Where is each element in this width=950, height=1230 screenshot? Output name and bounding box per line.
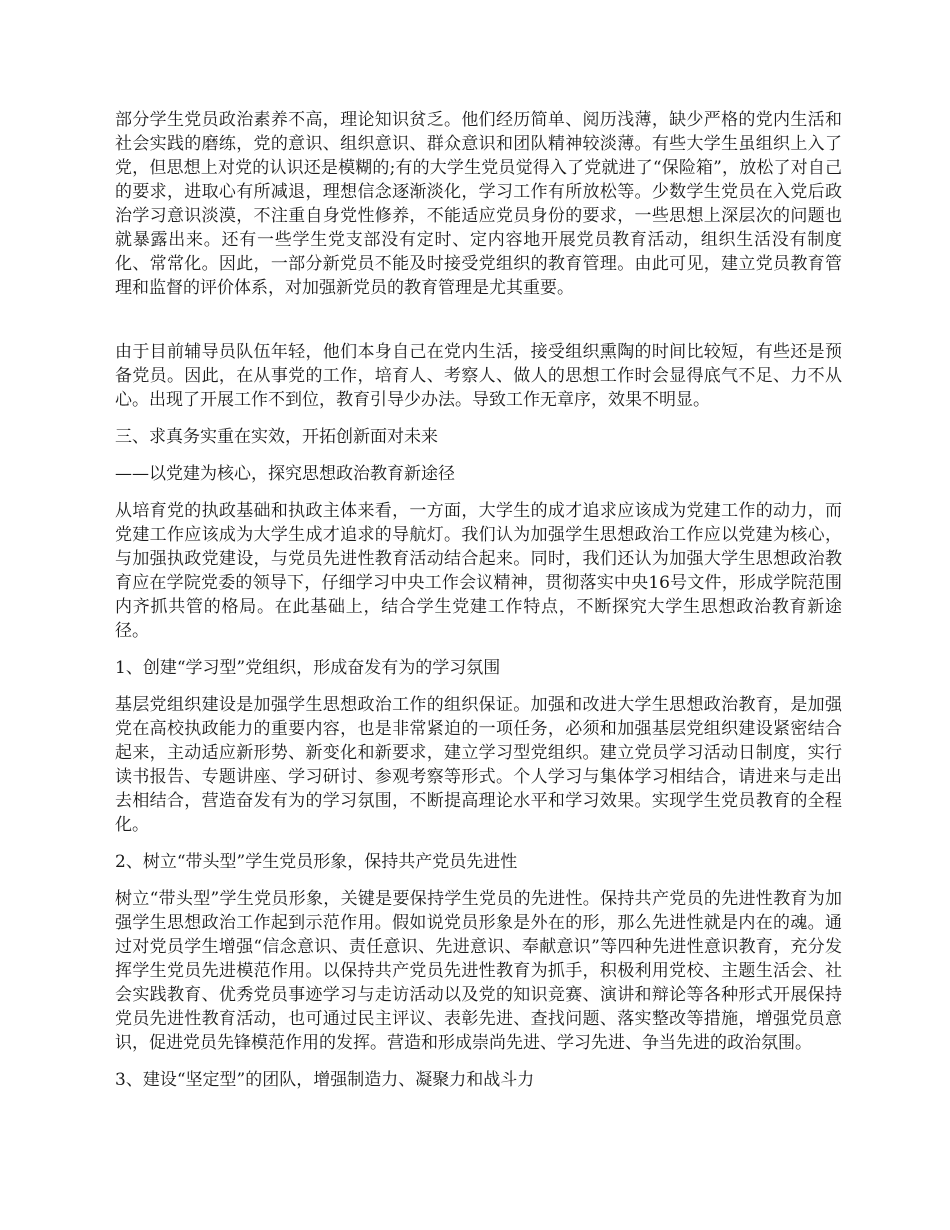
section-subheading: ——以党建为核心，探究思想政治教育新途径 <box>115 464 455 484</box>
paragraph-counselor-team: 由于目前辅导员队伍年轻，他们本身自己在党内生活，接受组织熏陶的时间比较短，有些还是预备党员。因此，在从事党的工作，培育人、考察人、做人的思想工作时会显得底气不足、力不从心。出现了开展工作不到位，教育引导少办法。导致工作无章序，效果不明显。 <box>115 342 842 410</box>
section-heading-3: 三、求真务实重在实效，开拓创新面对未来 <box>115 427 438 447</box>
paragraph-party-building-core: 从培育党的执政基础和执政主体来看，一方面，大学生的成才追求应该成为党建工作的动力，而党建工作应该成为大学生成才追求的导航灯。我们认为加强学生思想政治工作应以党建为核心，与加强执政党建设，与党员先进性教育活动结合起来。同时，我们还认为加强大学生思想政治教育应在学院党委的领导下，仔细学习中央工作会议精神，贯彻落实中央16号文件，形成学院范围内齐抓共管的格局。在此基础上，结合学生党建工作特点，不断探究大学生思想政治教育新途径。 <box>115 501 842 641</box>
document-body <box>115 108 842 1105</box>
subsection-heading-3: 3、建设“坚定型”的团队，增强制造力、凝聚力和战斗力 <box>115 1070 535 1090</box>
paragraph-learning-organization: 基层党组织建设是加强学生思想政治工作的组织保证。加强和改进大学生思想政治教育，是加强党在高校执政能力的重要内容，也是非常紧迫的一项任务，必须和加强基层党组织建设紧密结合起来，主动适应新形势、新变化和新要求，建立学习型党组织。建立党员学习活动日制度，实行读书报告、专题讲座、学习研讨、参观考察等形式。个人学习与集体学习相结合，请进来与走出去相结合，营造奋发有为的学习氛围，不断提高理论水平和学习效果。实现学生党员教育的全程化。 <box>115 695 842 835</box>
subsection-heading-2: 2、树立“带头型”学生党员形象，保持共产党员先进性 <box>115 852 518 872</box>
subsection-heading-1: 1、创建“学习型”党组织，形成奋发有为的学习氛围 <box>115 658 501 678</box>
paragraph-leading-image: 树立“带头型”学生党员形象，关键是要保持学生党员的先进性。保持共产党员的先进性教育为加强学生思想政治工作起到示范作用。假如说党员形象是外在的形，那么先进性就是内在的魂。通过对党员学生增强“信念意识、责任意识、先进意识、奉献意识”等四种先进性意识教育，充分发挥学生党员先进模范作用。以保持共产党员先进性教育为抓手，积极利用党校、主题生活会、社会实践教育、优秀党员事迹学习与走访活动以及党的知识竞赛、演讲和辩论等各种形式开展保持党员先进性教育活动，也可通过民主评议、表彰先进、查找问题、落实整改等措施，增强党员意识，促进党员先锋模范作用的发挥。营造和形成崇尚先进、学习先进、争当先进的政治氛围。 <box>115 889 842 1053</box>
paragraph-party-member-quality: 部分学生党员政治素养不高，理论知识贫乏。他们经历简单、阅历浅薄，缺少严格的党内生活和社会实践的磨练，党的意识、组织意识、群众意识和团队精神较淡薄。有些大学生虽组织上入了党，但思想上对党的认识还是模糊的;有的大学生党员觉得入了党就进了“保险箱”，放松了对自己的要求，进取心有所减退，理想信念逐渐淡化，学习工作有所放松等。少数学生党员在入党后政治学习意识淡漠，不注重自身党性修养，不能适应党员身份的要求，一些思想上深层次的问题也就暴露出来。还有一些学生党支部没有定时、定内容地开展党员教育活动，组织生活没有制度化、常常化。因此，一部分新党员不能及时接受党组织的教育管理。由此可见，建立党员教育管理和监督的评价体系，对加强新党员的教育管理是尤其重要。 <box>115 110 842 298</box>
